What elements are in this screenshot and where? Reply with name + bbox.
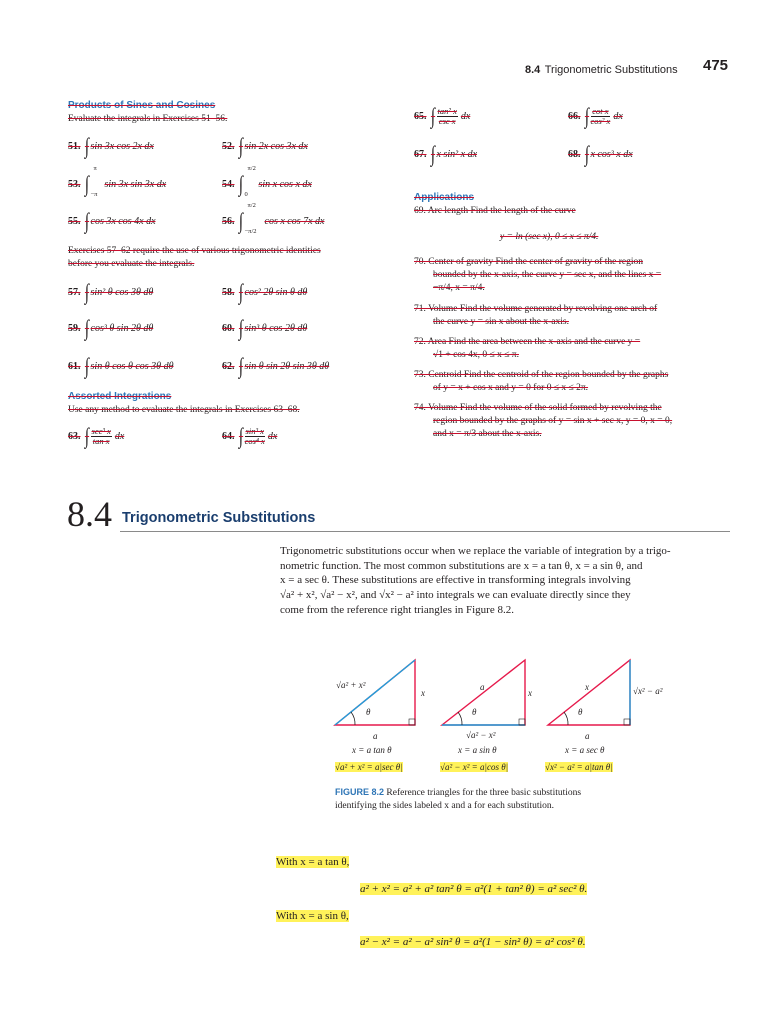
t1-opposite-label: x [421, 688, 425, 698]
exercise-70-line: −π/4, x = π/4. [433, 283, 485, 293]
exercise-number: 57. [68, 286, 81, 298]
intro-line: x = a sec θ. These substitutions are effective in transforming integrals involving [280, 574, 631, 587]
exercise-body: cos³ θ sin 2θ dθ [90, 322, 154, 334]
exercise-65: 65. ∫ $\frac{\text{tan² x}}{\text{csc x}}$ dx [414, 103, 471, 128]
exercise-body: sin³ θ cos 2θ dθ [244, 322, 308, 334]
derivation-eq-tan: a² + x² = a² + a² tan² θ = a²(1 + tan² θ) = a² sec² θ. [360, 883, 588, 895]
exercise-69-formula: y = ln (sec x), 0 ≤ x ≤ π/4. [500, 232, 599, 242]
integral-sign: ∫ [238, 171, 243, 196]
exercise-74-line: 74. Volume Find the volume of the solid formed by revolving the [414, 403, 662, 413]
exercise-74-line: and x = π/3 about the x-axis. [433, 429, 542, 439]
section-rule [120, 531, 730, 532]
upper-limit: π/2 [247, 202, 256, 209]
t3-identity: √x² − a² = a|tan θ| [545, 762, 613, 772]
exercise-71-line: 71. Volume Find the volume generated by revolving one arch of [414, 304, 658, 314]
section-title: Trigonometric Substitutions [122, 510, 316, 526]
intro-line: come from the reference right triangles in Figure 8.2. [280, 603, 514, 616]
angle-arc [458, 712, 462, 725]
exercise-57 [68, 279, 154, 304]
integral-sign: ∫ [84, 315, 89, 340]
integral-sign: ∫ [238, 133, 243, 158]
triangle-sin [442, 660, 525, 725]
integral-sign: ∫ [584, 141, 589, 166]
integral-sign: ∫ [238, 423, 243, 448]
exercise-body: cos x cos 7x dx [264, 215, 325, 227]
integral-sign: ∫ [84, 423, 89, 448]
exercise-body: sin 3x cos 2x dx [90, 140, 154, 152]
exercise-number: 51. [68, 140, 81, 152]
exercise-70-line: bounded by the x-axis, the curve y = sec x, and the lines x = [433, 270, 662, 280]
integral-sign: ∫ [238, 353, 243, 378]
t3-opposite-label: √x² − a² [633, 686, 663, 696]
integral-sign: ∫ [84, 133, 89, 158]
exercise-number: 59. [68, 322, 81, 334]
exercise-71-line: the curve y = sin x about the x-axis. [433, 317, 569, 327]
exercise-72-line: 72. Area Find the area between the x-axis and the curve y = [414, 337, 641, 347]
upper-limit: π/2 [247, 165, 256, 172]
integral-sign: ∫ [84, 279, 89, 304]
exercise-body: sin² θ cos 3θ dθ [90, 286, 154, 298]
integral-sign: ∫ [84, 208, 89, 233]
exercise-body: x sin² x dx [436, 148, 478, 160]
instruction-text: before you evaluate the integrals. [68, 259, 195, 269]
exercise-number: 54. [222, 178, 235, 190]
fraction: $\frac{\text{sec³ x}}{\text{tan x}}$ [91, 425, 111, 446]
subsection-heading: Products of Sines and Cosines [68, 100, 216, 111]
t2-substitution: x = a sin θ [458, 745, 497, 755]
t2-adjacent-label: √a² − x² [466, 730, 496, 740]
t2-identity: √a² − x² = a|cos θ| [440, 762, 509, 772]
right-angle-mark [624, 719, 630, 725]
header-section-title: Trigonometric Substitutions [544, 64, 678, 76]
exercise-body: sin x cos x dx [258, 178, 312, 190]
exercise-body: sin θ cos θ cos 3θ dθ [90, 360, 174, 372]
intro-line: Trigonometric substitutions occur when we replace the variable of integration by a trigo- [280, 545, 671, 557]
triangle-tan [335, 660, 415, 725]
triangle-sec-shape [548, 660, 630, 725]
exercise-number: 56. [222, 215, 235, 227]
reference-triangles-figure [330, 655, 680, 730]
exercise-67 [414, 141, 478, 166]
exercise-56 [222, 202, 325, 235]
lower-limit: 0 [244, 191, 248, 198]
exercise-73-line: of y = x + cos x and y = 0 for 0 ≤ x ≤ 2π. [433, 383, 589, 393]
intro-line: nometric function. The most common substitutions are x = a tan θ, x = a sin θ, and [280, 559, 643, 572]
triangle-sec [548, 660, 630, 725]
t3-hypotenuse-label: x [585, 682, 589, 692]
t1-substitution: x = a tan θ [352, 745, 392, 755]
t2-angle-label: θ [472, 707, 477, 717]
fraction: $\frac{\text{sin³ x}}{\text{cos⁴ x}}$ [244, 425, 265, 446]
exercise-number: 63. [68, 430, 81, 442]
integral-sign: ∫ [84, 353, 89, 378]
exercise-60 [222, 315, 308, 340]
exercise-53 [68, 165, 167, 198]
section-number: 8.4 [67, 494, 112, 534]
exercise-55 [68, 208, 156, 233]
integral-sign: ∫ [238, 208, 243, 233]
exercise-61 [68, 353, 174, 378]
exercise-74-line: region bounded by the graphs of y = sin x + sec x, y = 0, x = 0, [433, 416, 673, 426]
exercise-62 [222, 353, 330, 378]
derivation-intro-tan: With x = a tan θ, [276, 856, 350, 868]
exercise-64: 64. ∫ $\frac{\text{sin³ x}}{\text{cos⁴ x}}$ dx [222, 423, 278, 448]
figure-label: FIGURE 8.2 [335, 787, 385, 797]
exercise-66: 66. ∫ $\frac{\text{cot x}}{\text{cos² x}}$ dx [568, 103, 623, 128]
fraction: $\frac{\text{cot x}}{\text{cos² x}}$ [590, 105, 611, 126]
integral-sign: ∫ [430, 103, 435, 128]
exercise-number: 67. [414, 148, 427, 160]
instruction-text: Use any method to evaluate the integrals in Exercises 63–68. [68, 405, 300, 415]
t1-adjacent-label: a [373, 731, 378, 741]
exercise-59 [68, 315, 154, 340]
upper-limit: π [93, 165, 97, 172]
exercise-58 [222, 279, 308, 304]
integral-sign: ∫ [238, 315, 243, 340]
integral-sign: ∫ [584, 103, 589, 128]
exercise-69-line: 69. Arc length Find the length of the curve [414, 206, 576, 216]
caption-line: Reference triangles for the three basic substitutions [386, 788, 582, 798]
subsection-heading: Applications [414, 192, 475, 203]
exercise-number: 58. [222, 286, 235, 298]
t1-angle-label: θ [366, 707, 371, 717]
instruction-text: Exercises 57–62 require the use of various trigonometric identities [68, 246, 321, 256]
exercise-68 [568, 141, 633, 166]
exercise-52 [222, 133, 308, 158]
exercise-number: 53. [68, 178, 81, 190]
exercise-number: 60. [222, 322, 235, 334]
header-section-number: 8.4 [525, 64, 541, 76]
t1-hypotenuse-label: √a² + x² [336, 680, 366, 690]
integral-sign: ∫ [430, 141, 435, 166]
exercise-number: 64. [222, 430, 235, 442]
exercise-number: 68. [568, 148, 581, 160]
integral-sign: ∫ [84, 171, 89, 196]
exercise-63: 63. ∫ $\frac{\text{sec³ x}}{\text{tan x}}$ dx [68, 423, 125, 448]
exercise-54 [222, 165, 312, 198]
exercise-72-line: √1 + cos 4x, 0 ≤ x ≤ π. [433, 350, 519, 360]
t3-angle-label: θ [578, 707, 583, 717]
right-angle-mark [409, 719, 415, 725]
lower-limit: −π/2 [244, 228, 257, 235]
exercise-body: cos 3x cos 4x dx [90, 215, 156, 227]
triangle-sin-shape [442, 660, 525, 725]
derivation-intro-sin: With x = a sin θ, [276, 910, 349, 922]
exercise-number: 52. [222, 140, 235, 152]
derivation-eq-sin: a² − x² = a² − a² sin² θ = a²(1 − sin² θ) = a² cos² θ. [360, 936, 586, 948]
exercise-body: cos² 2θ sin θ dθ [244, 286, 308, 298]
intro-line: √a² + x², √a² − x², and √x² − a² into integrals we can evaluate directly since they [280, 589, 631, 602]
intro-paragraph [280, 544, 730, 618]
angle-arc [351, 712, 355, 725]
right-angle-mark [519, 719, 525, 725]
page-number: 475 [703, 57, 729, 74]
triangle-tan-hypotenuse [335, 660, 415, 725]
exercise-body: x cos³ x dx [590, 148, 633, 160]
exercise-number: 66. [568, 110, 581, 122]
exercise-number: 61. [68, 360, 81, 372]
subsection-heading: Assorted Integrations [68, 391, 172, 402]
t1-identity: √a² + x² = a|sec θ| [335, 762, 403, 772]
exercise-number: 65. [414, 110, 427, 122]
caption-line: identifying the sides labeled x and a for each substitution. [335, 801, 554, 811]
integral-sign: ∫ [238, 279, 243, 304]
t2-hypotenuse-label: a [480, 682, 485, 692]
running-header [525, 60, 678, 78]
t2-opposite-label: x [528, 688, 532, 698]
exercise-body: sin 3x sin 3x dx [104, 178, 167, 190]
instruction-text: Evaluate the integrals in Exercises 51–56. [68, 114, 228, 124]
angle-arc [564, 712, 568, 725]
exercise-body: sin θ sin 2θ sin 3θ dθ [244, 360, 330, 372]
figure-caption [335, 786, 655, 813]
exercise-70-line: 70. Center of gravity Find the center of gravity of the region [414, 257, 643, 267]
exercise-51 [68, 133, 154, 158]
exercise-body: sin 2x cos 3x dx [244, 140, 308, 152]
fraction: $\frac{\text{tan² x}}{\text{csc x}}$ [437, 105, 457, 126]
exercise-73-line: 73. Centroid Find the centroid of the region bounded by the graphs [414, 370, 669, 380]
exercise-number: 62. [222, 360, 235, 372]
t3-substitution: x = a sec θ [565, 745, 605, 755]
exercise-number: 55. [68, 215, 81, 227]
lower-limit: −π [90, 191, 98, 198]
t3-adjacent-label: a [585, 731, 590, 741]
